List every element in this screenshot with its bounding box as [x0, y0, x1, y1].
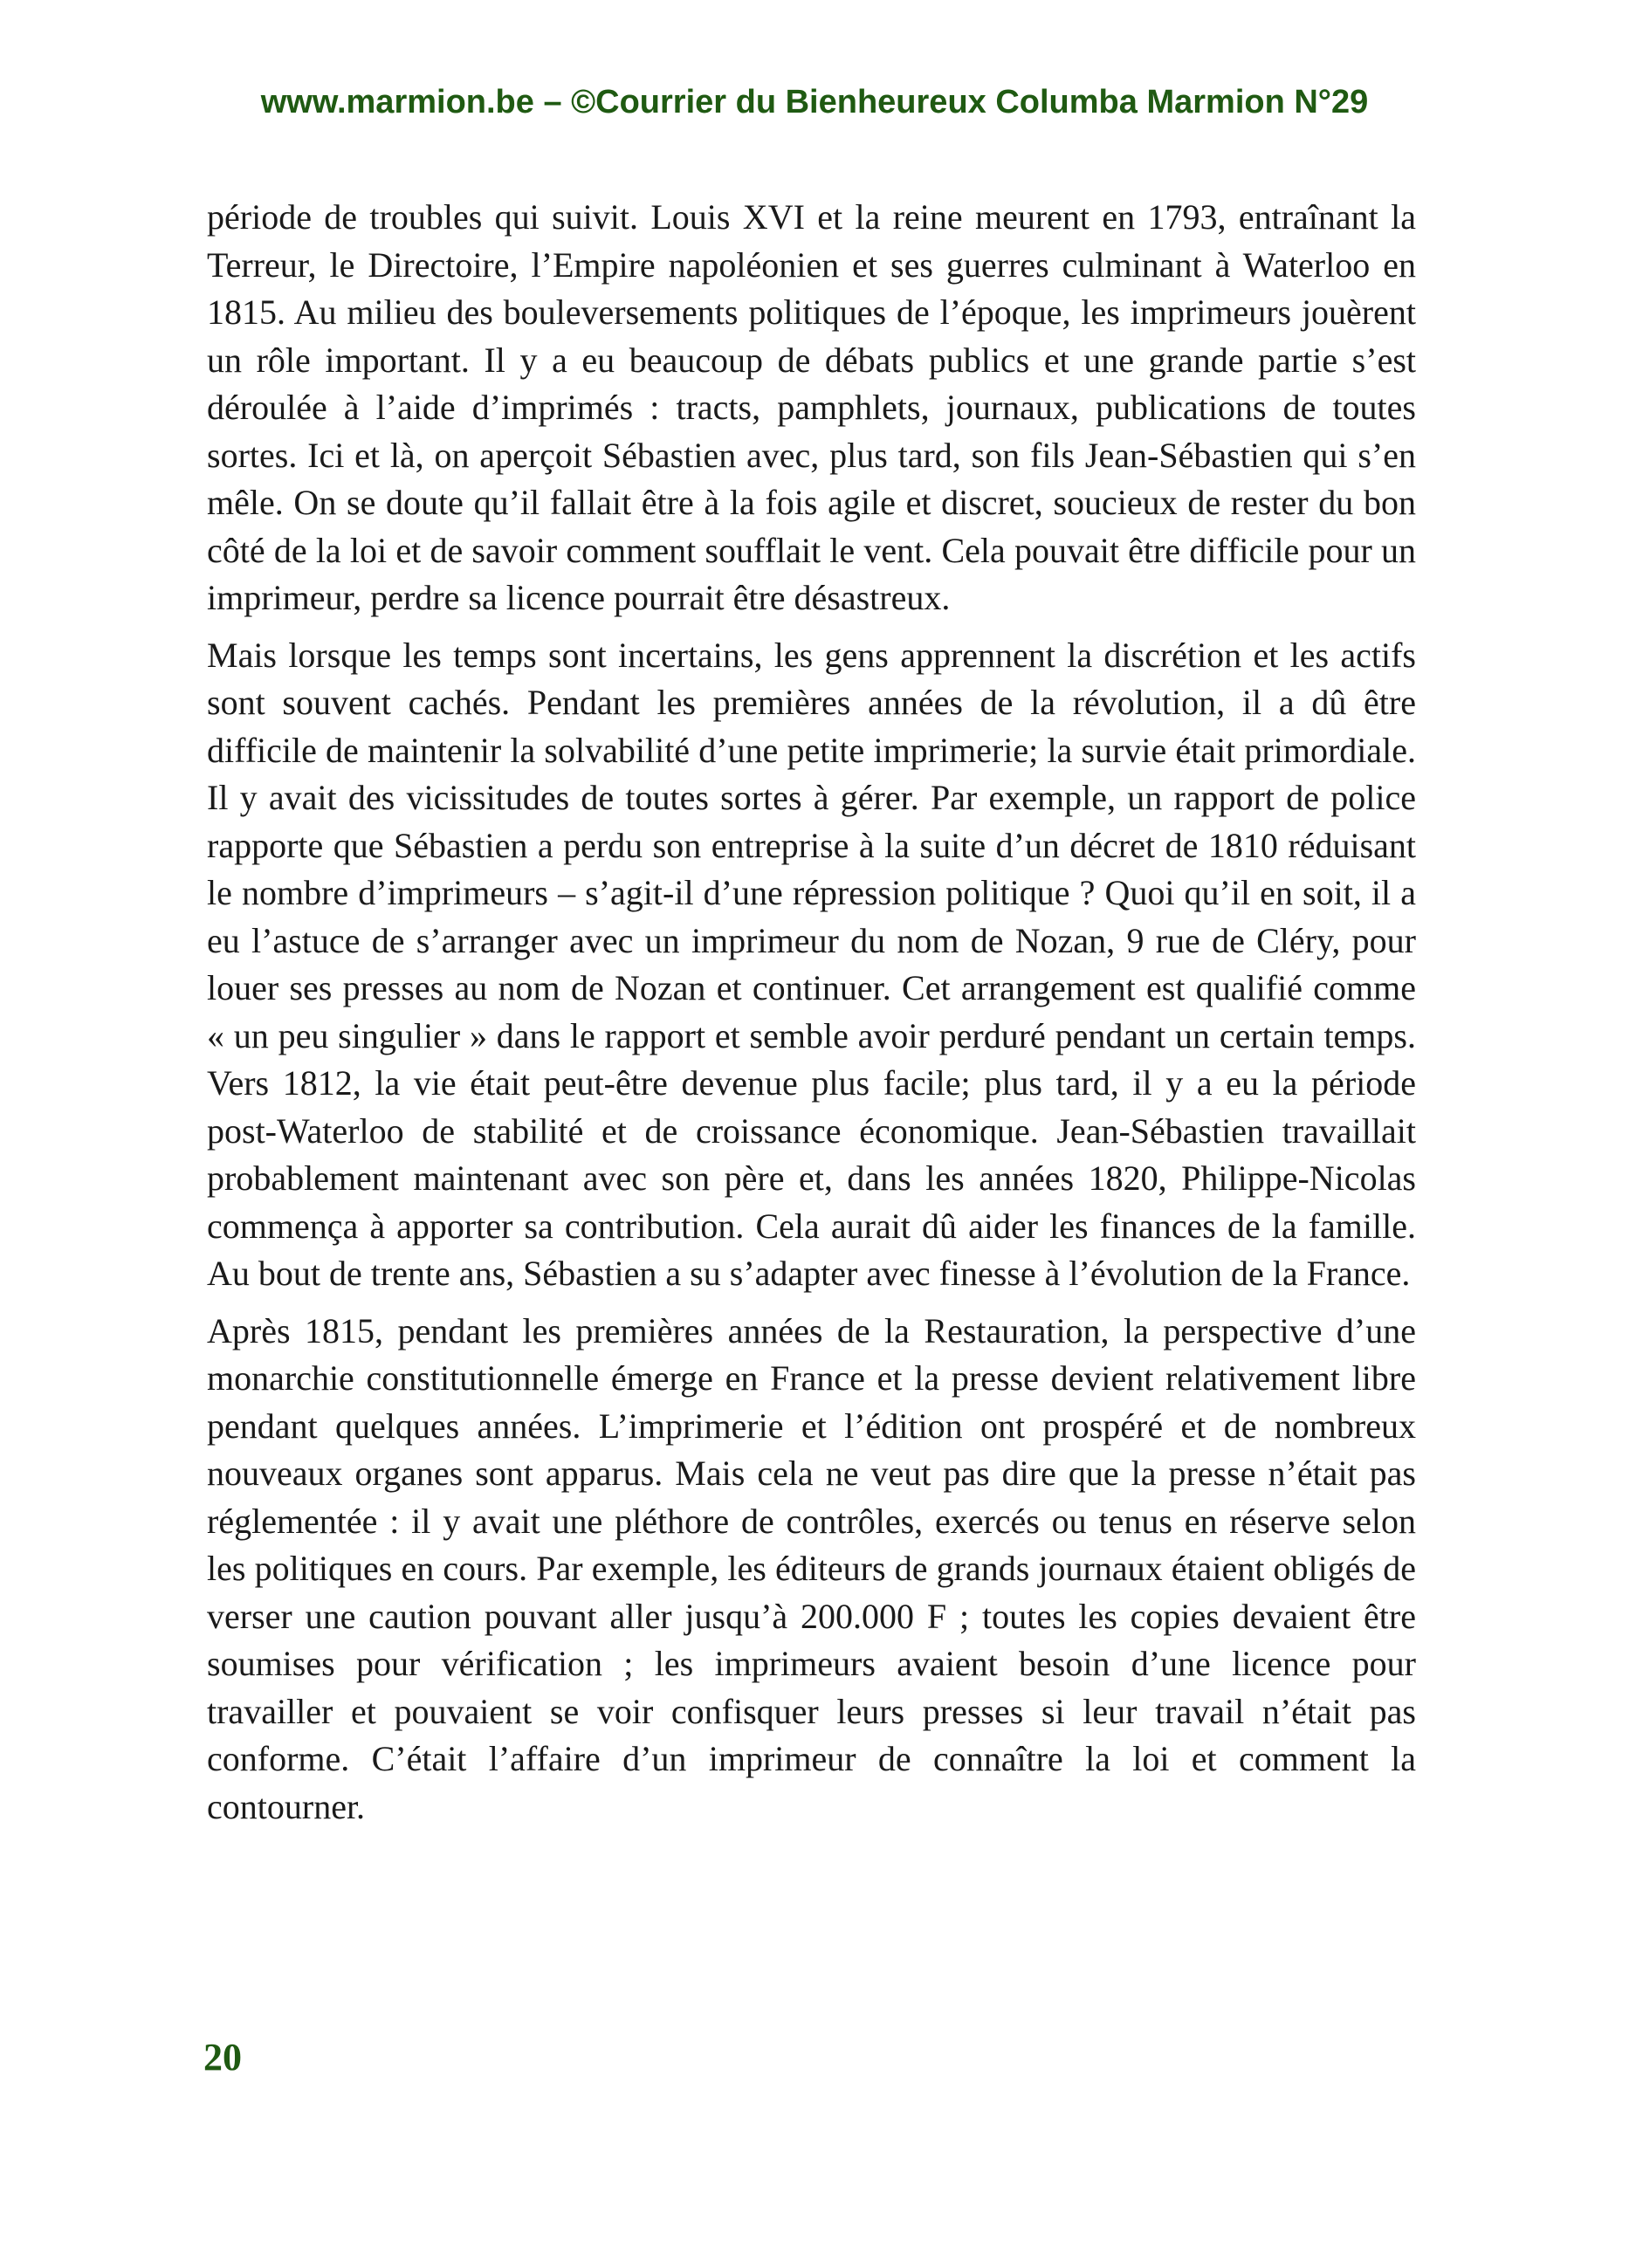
paragraph: Après 1815, pendant les premières années de la Restauration, la perspective d’une monarchie constitutionnelle émerge en France et la presse devient relativement libre pendant quelques années. L’imprimerie et l’édition ont prospéré et de nombreux nouveaux organes sont apparus. Mais cela ne veut pas dire que la presse n’était pas réglementée : il y avait une pléthore de contrôles, exercés ou tenus en réserve selon les politiques en cours. Par exemple, les éditeurs de grands journaux étaient obligés de verser une caution pouvant aller jusqu’à 200.000 F ; toutes les copies devaient être soumises pour vérification ; les imprimeurs avaient besoin d’une licence pour travailler et pouvaient se voir confisquer leurs presses si leur travail n’était pas conforme. C’était l’affaire d’un imprimeur de connaître la loi et comment la contourner. — [207, 1310, 1416, 1826]
page-number: 20 — [203, 2036, 242, 2079]
article-body — [207, 194, 1416, 1831]
running-header: www.marmion.be – ©Courrier du Bienheureux Columba Marmion N°29 — [260, 84, 1369, 120]
paragraph: période de troubles qui suivit. Louis XVI et la reine meurent en 1793, entraînant la Terreur, le Directoire, l’Empire napoléonien et ses guerres culminant à Waterloo en 1815. Au milieu des bouleversements politiques de l’époque, les imprimeurs jouèrent un rôle important. Il y a eu beaucoup de débats publics et une grande partie s’est déroulée à l’aide d’imprimés : tracts, pamphlets, journaux, publications de toutes sortes. Ici et là, on aperçoit Sébastien avec, plus tard, son fils Jean-Sébastien qui s’en mêle. On se doute qu’il fallait être à la fois agile et discret, soucieux de rester du bon côté de la loi et de savoir comment soufflait le vent. Cela pouvait être difficile pour un imprimeur, perdre sa licence pourrait être désastreux. — [207, 197, 1416, 617]
paragraph: Mais lorsque les temps sont incertains, les gens apprennent la discrétion et les actifs sont souvent cachés. Pendant les premières années de la révolution, il a dû être difficile de maintenir la solvabilité d’une petite imprimerie; la survie était primordiale. Il y avait des vicissitudes de toutes sortes à gérer. Par exemple, un rapport de police rapporte que Sébastien a perdu son entreprise à la suite d’un décret de 1810 réduisant le nombre d’imprimeurs – s’agit-il d’une répression politique ? Quoi qu’il en soit, il a eu l’astuce de s’arranger avec un imprimeur du nom de Nozan, 9 rue de Cléry, pour louer ses presses au nom de Nozan et continuer. Cet arrangement est qualifié comme « un peu singulier » dans le rapport et semble avoir perduré pendant un certain temps. Vers 1812, la vie était peut-être devenue plus facile; plus tard, il y a eu la période post-Waterloo de stabilité et de croissance économique. Jean-Sébastien travaillait probablement maintenant avec son père et, dans les années 1820, Philippe-Nicolas commença à apporter sa contribution. Cela aurait dû aider les finances de la famille. Au bout de trente ans, Sébastien a su s’adapter avec finesse à l’évolution de la France. — [207, 635, 1416, 1293]
